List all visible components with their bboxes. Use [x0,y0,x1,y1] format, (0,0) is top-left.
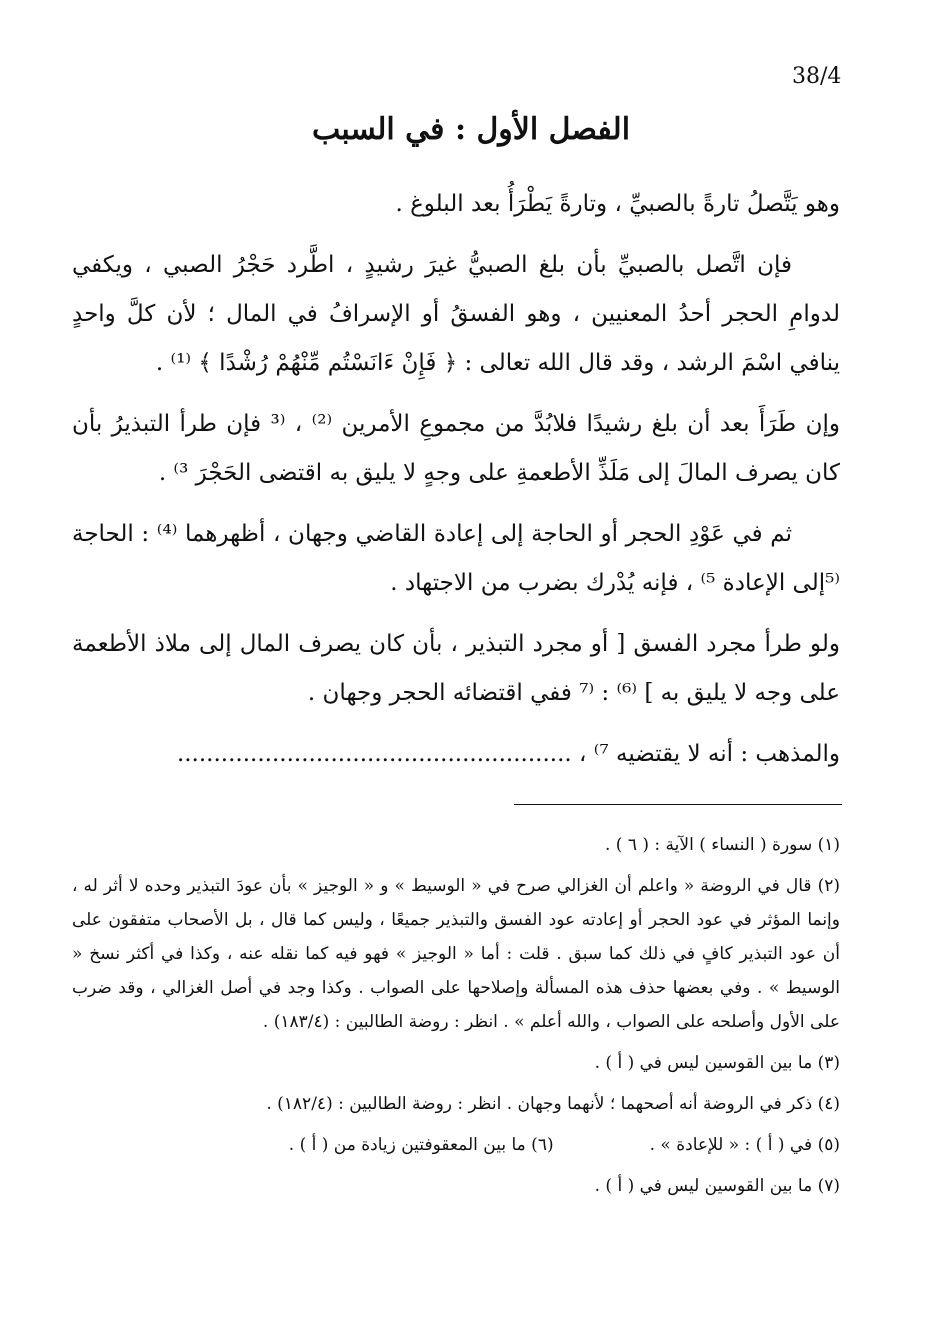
paragraph-2-text: فإن اتَّصل بالصبيِّ بأن بلغ الصبيُّ غيرَ رشيدٍ ، اطَّرد حَجْرُ الصبي ، ويكفي لدوامِ الحجر أحدُ المعنيين ، وهو الفسقُ أو الإسرافُ في المال ؛ لأن كلَّ واحدٍ ينافي اسْمَ الرشد ، وقد قال الله تعالى : [72,252,840,376]
chapter-title: الفصل الأول : في السبب [311,112,631,147]
paragraph-3: وإن طَرَأَ بعد أن بلغ رشيدًا فلابُدَّ من مجموعِ الأمرين ⁽²⁾ ، ⁽³ فإن طرأ التبذيرُ بأن كان يصرف المالَ إلى مَلَذِّ الأطعمةِ على وجهٍ لا يليق به اقتضى الحَجْرَ ³⁾ . [72,411,840,486]
footnote-4: (٤) ذكر في الروضة أنه أصحهما ؛ لأنهما وجهان . انظر : روضة الطالبين : (١٨٢/٤) . [266,1094,840,1114]
paragraph-6-text: والمذهب : أنه لا يقتضيه ⁷⁾ ، [571,741,840,767]
footnote-3: (٣) ما بين القوسين ليس في ( أ ) . [594,1053,840,1073]
main-text [72,180,840,791]
ellipsis-dots: ...................................................... [176,741,572,767]
footnotes [72,828,840,1210]
footnote-2: (٢) قال في الروضة « واعلم أن الغزالي صرح في « الوسيط » و « الوجيز » بأن عودَ التبذير وحده لا أثر له ، وإنما المؤثر في عود الحجر أو إعادته عود الفسق والتبذير جميعًا ، وليس كما قال ، بل الأصحاب متفقون على أن عود التبذير كافٍ في ذلك كما سبق . قلت : أما « الوجيز » فهو فيه كما نقله عنه ، وكذا في أكثر نسخ « الوسيط » . وفي بعضها حذف هذه المسألة وإصلاحها على الصواب . وكذا وجد في أصل الغزالي ، وقد ضرب على الأول وأصلحه على الصواب ، والله أعلم » . انظر : روضة الطالبين : (١٨٣/٤) . [72,876,840,1032]
paragraph-2 [72,241,840,388]
quran-verse: ﴿ فَإِنْ ءَانَسْتُم مِّنْهُمْ رُشْدًا ﴾ [198,350,458,376]
paragraph-5: ولو طرأ مجرد الفسق [ أو مجرد التبذير ، بأن كان يصرف المال إلى ملاذ الأطعمة على وجه لا يليق به ] ⁽⁶⁾ : ⁽⁷ ففي اقتضائه الحجر وجهان . [72,631,840,706]
paragraph-4: ثم في عَوْدِ الحجر أو الحاجة إلى إعادة القاضي وجهان ، أظهرهما ⁽⁴⁾ : الحاجة ⁽⁵إلى الإعادة ⁵⁾ ، فإنه يُدْرك بضرب من الاجتهاد . [72,521,840,596]
footnote-1: (١) سورة ( النساء ) الآية : ( ٦ ) . [604,835,840,855]
footnote-row-5-6 [72,1128,840,1162]
footnote-7: (٧) ما بين القوسين ليس في ( أ ) . [594,1176,840,1196]
paragraph-6 [72,730,840,779]
paragraph-1: وهو يَتَّصلُ تارةً بالصبيِّ ، وتارةً يَطْرَأُ بعد البلوغ . [395,191,840,217]
footnote-separator [514,804,842,805]
footnote-6: (٦) ما بين المعقوفتين زيادة من ( أ ) . [288,1135,554,1155]
paragraph-2-end: ⁽¹⁾ . [155,350,199,376]
page-number: 38/4 [792,64,842,89]
footnote-5: (٥) في ( أ ) : « للإعادة » . [649,1135,840,1155]
